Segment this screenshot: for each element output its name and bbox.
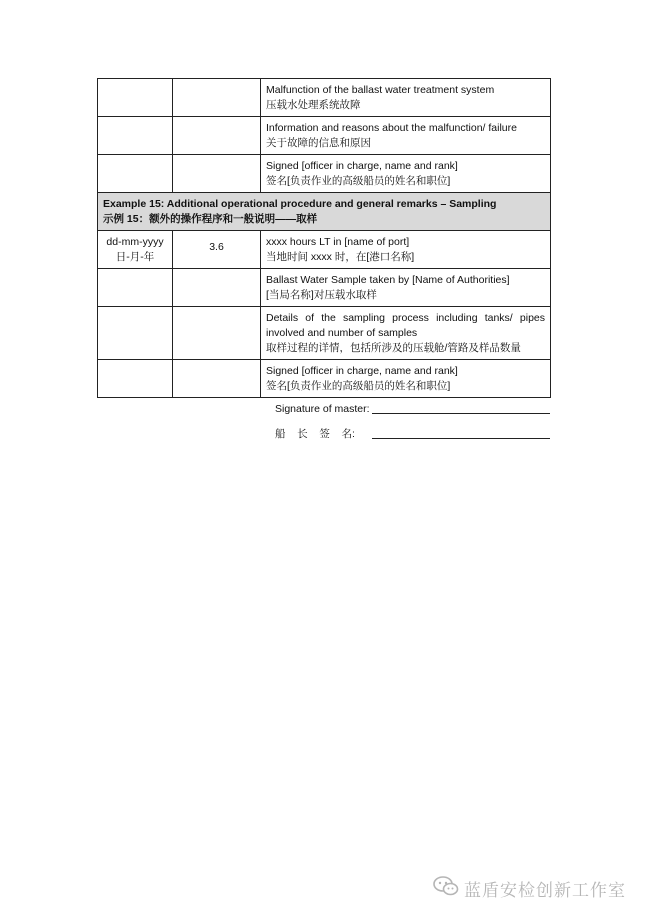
wechat-icon xyxy=(433,876,459,901)
table-row xyxy=(98,79,551,117)
entry-text-en: Details of the sampling process including tanks/ pipes involved and number of samples xyxy=(266,312,545,339)
example-title-zh: 示例 15：额外的操作程序和一般说明——取样 xyxy=(103,213,318,225)
code-cell xyxy=(173,155,261,193)
code-cell xyxy=(173,307,261,360)
date-cell xyxy=(98,155,173,193)
master-signature-line[interactable] xyxy=(372,413,550,414)
table-row xyxy=(98,231,551,269)
example-header-cell xyxy=(98,193,551,231)
record-book-table xyxy=(97,78,551,398)
code-cell xyxy=(173,79,261,117)
code-cell xyxy=(173,231,261,269)
date-cell xyxy=(98,307,173,360)
entry-cell xyxy=(261,231,551,269)
entry-cell xyxy=(261,269,551,307)
master-signature-label: Signature of master: xyxy=(275,403,370,415)
entry-text-en: Ballast Water Sample taken by [Name of Authorities] xyxy=(266,274,510,286)
watermark xyxy=(433,876,626,901)
date-format-zh: 日-月-年 xyxy=(115,251,155,263)
date-cell xyxy=(98,79,173,117)
entry-text-zh: [当局名称]对压载水取样 xyxy=(266,289,377,301)
example-title-en: Example 15: Additional operational procedure and general remarks – Sampling xyxy=(103,198,497,210)
code-cell xyxy=(173,269,261,307)
entry-cell xyxy=(261,155,551,193)
entry-text-zh: 签名[负责作业的高级船员的姓名和职位] xyxy=(266,175,451,187)
entry-text-zh: 关于故障的信息和原因 xyxy=(266,137,371,149)
entry-text-en: Signed [officer in charge, name and rank] xyxy=(266,365,458,377)
master-signature-line-zh[interactable] xyxy=(372,438,550,439)
entry-text-en: Signed [officer in charge, name and rank] xyxy=(266,160,458,172)
table-row xyxy=(98,155,551,193)
table-row xyxy=(98,117,551,155)
entry-code: 3.6 xyxy=(209,241,224,253)
watermark-text: 蓝盾安检创新工作室 xyxy=(464,881,626,901)
date-cell xyxy=(98,269,173,307)
entry-text-en: xxxx hours LT in [name of port] xyxy=(266,236,410,248)
table-row xyxy=(98,307,551,360)
entry-text-zh: 当地时间 xxxx 时，在[港口名称] xyxy=(266,251,415,263)
date-cell xyxy=(98,117,173,155)
entry-text-zh: 取样过程的详情，包括所涉及的压载舱/管路及样品数量 xyxy=(266,342,521,354)
date-cell xyxy=(98,231,173,269)
entry-text-en: Malfunction of the ballast water treatment system xyxy=(266,84,495,96)
entry-text-zh: 压载水处理系统故障 xyxy=(266,99,361,111)
entry-cell xyxy=(261,79,551,117)
entry-cell xyxy=(261,360,551,398)
entry-cell xyxy=(261,307,551,360)
entry-text-en: Information and reasons about the malfunction/ failure xyxy=(266,122,517,134)
date-format-en: dd-mm-yyyy xyxy=(106,236,164,248)
master-signature-label-zh: 船 长 签 名: xyxy=(275,428,355,440)
code-cell xyxy=(173,117,261,155)
entry-cell xyxy=(261,117,551,155)
date-cell xyxy=(98,360,173,398)
example-header-row xyxy=(98,193,551,231)
entry-text-zh: 签名[负责作业的高级船员的姓名和职位] xyxy=(266,380,451,392)
table-row xyxy=(98,360,551,398)
code-cell xyxy=(173,360,261,398)
table-row xyxy=(98,269,551,307)
